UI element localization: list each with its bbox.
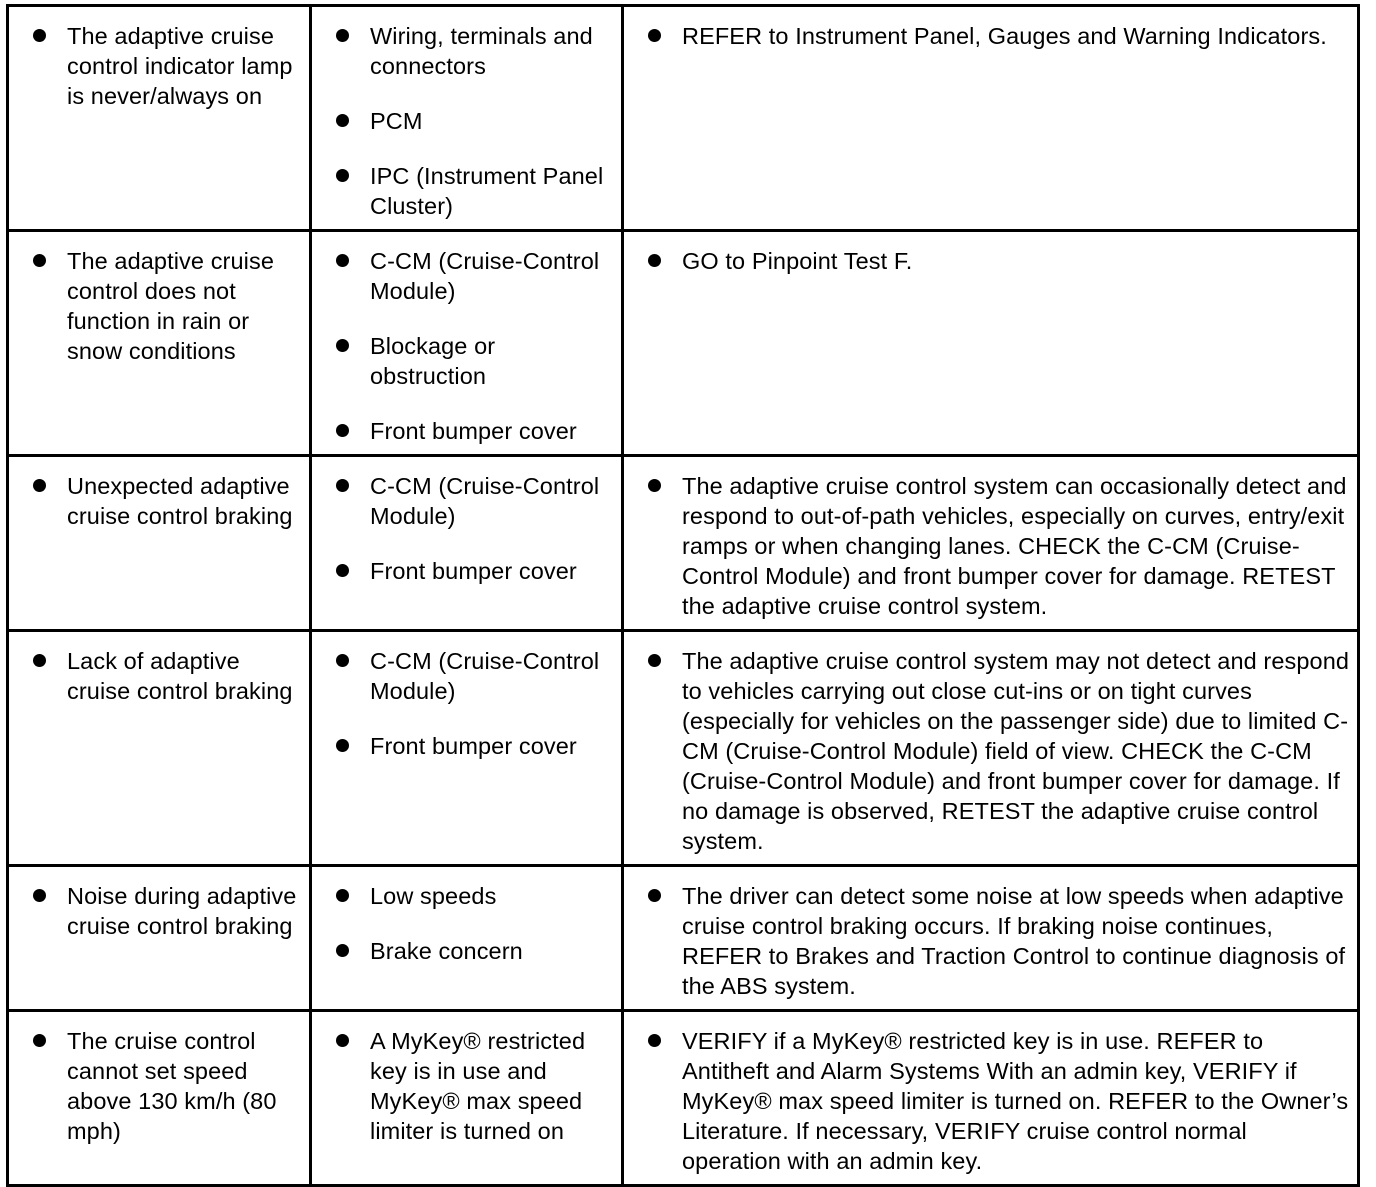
action-cell <box>623 231 1359 456</box>
list-item: Brake concern <box>332 936 615 966</box>
list-item: The adaptive cruise control system may not detect and respond to vehicles carrying out close cut-ins or on tight curves (especially for vehicles on the passenger side) due to limited C-CM (Cruise-Control Module) field of view. CHECK the C-CM (Cruise-Control Module) and front bumper cover for damage. If no damage is observed, RETEST the adaptive cruise control system. <box>644 646 1351 856</box>
action-cell <box>623 631 1359 866</box>
symptom-chart-table <box>6 4 1360 1187</box>
possible-sources-cell <box>311 6 623 231</box>
list-item: Unexpected adaptive cruise control braking <box>29 471 303 531</box>
list-item: The driver can detect some noise at low speeds when adaptive cruise control braking occurs. If braking noise continues, REFER to Brakes and Traction Control to continue diagnosis of the ABS system. <box>644 881 1351 1001</box>
condition-cell <box>8 456 311 631</box>
possible-sources-cell <box>311 866 623 1011</box>
list-item: PCM <box>332 106 615 136</box>
possible-sources-cell <box>311 456 623 631</box>
condition-cell <box>8 1011 311 1186</box>
list-item: Blockage or obstruction <box>332 331 615 391</box>
table-row <box>8 631 1359 866</box>
list-item: C-CM (Cruise-Control Module) <box>332 646 615 706</box>
list-item: C-CM (Cruise-Control Module) <box>332 246 615 306</box>
action-cell <box>623 456 1359 631</box>
table-row <box>8 1011 1359 1186</box>
list-item: Front bumper cover <box>332 731 615 761</box>
list-item: The cruise control cannot set speed above 130 km/h (80 mph) <box>29 1026 303 1146</box>
list-item: VERIFY if a MyKey® restricted key is in use. REFER to Antitheft and Alarm Systems With an admin key, VERIFY if MyKey® max speed limiter is turned on. REFER to the Owner’s Literature. If necessary, VERIFY cruise control normal operation with an admin key. <box>644 1026 1351 1176</box>
list-item: The adaptive cruise control system can occasionally detect and respond to out-of-path vehicles, especially on curves, entry/exit ramps or when changing lanes. CHECK the C-CM (Cruise-Control Module) and front bumper cover for damage. RETEST the adaptive cruise control system. <box>644 471 1351 621</box>
list-item: GO to Pinpoint Test F. <box>644 246 1351 276</box>
list-item: Front bumper cover <box>332 556 615 586</box>
list-item: A MyKey® restricted key is in use and MyKey® max speed limiter is turned on <box>332 1026 615 1146</box>
action-cell <box>623 866 1359 1011</box>
list-item: Lack of adaptive cruise control braking <box>29 646 303 706</box>
list-item: Front bumper cover <box>332 416 615 446</box>
condition-cell <box>8 231 311 456</box>
possible-sources-cell <box>311 231 623 456</box>
possible-sources-cell <box>311 1011 623 1186</box>
list-item: The adaptive cruise control indicator lamp is never/always on <box>29 21 303 111</box>
list-item: The adaptive cruise control does not function in rain or snow conditions <box>29 246 303 366</box>
list-item: REFER to Instrument Panel, Gauges and Warning Indicators. <box>644 21 1351 51</box>
table-row <box>8 6 1359 231</box>
list-item: IPC (Instrument Panel Cluster) <box>332 161 615 221</box>
condition-cell <box>8 6 311 231</box>
list-item: Wiring, terminals and connectors <box>332 21 615 81</box>
possible-sources-cell <box>311 631 623 866</box>
table-row <box>8 456 1359 631</box>
list-item: Low speeds <box>332 881 615 911</box>
table-row <box>8 231 1359 456</box>
condition-cell <box>8 631 311 866</box>
list-item: C-CM (Cruise-Control Module) <box>332 471 615 531</box>
action-cell <box>623 1011 1359 1186</box>
list-item: Noise during adaptive cruise control braking <box>29 881 303 941</box>
action-cell <box>623 6 1359 231</box>
table-row <box>8 866 1359 1011</box>
condition-cell <box>8 866 311 1011</box>
